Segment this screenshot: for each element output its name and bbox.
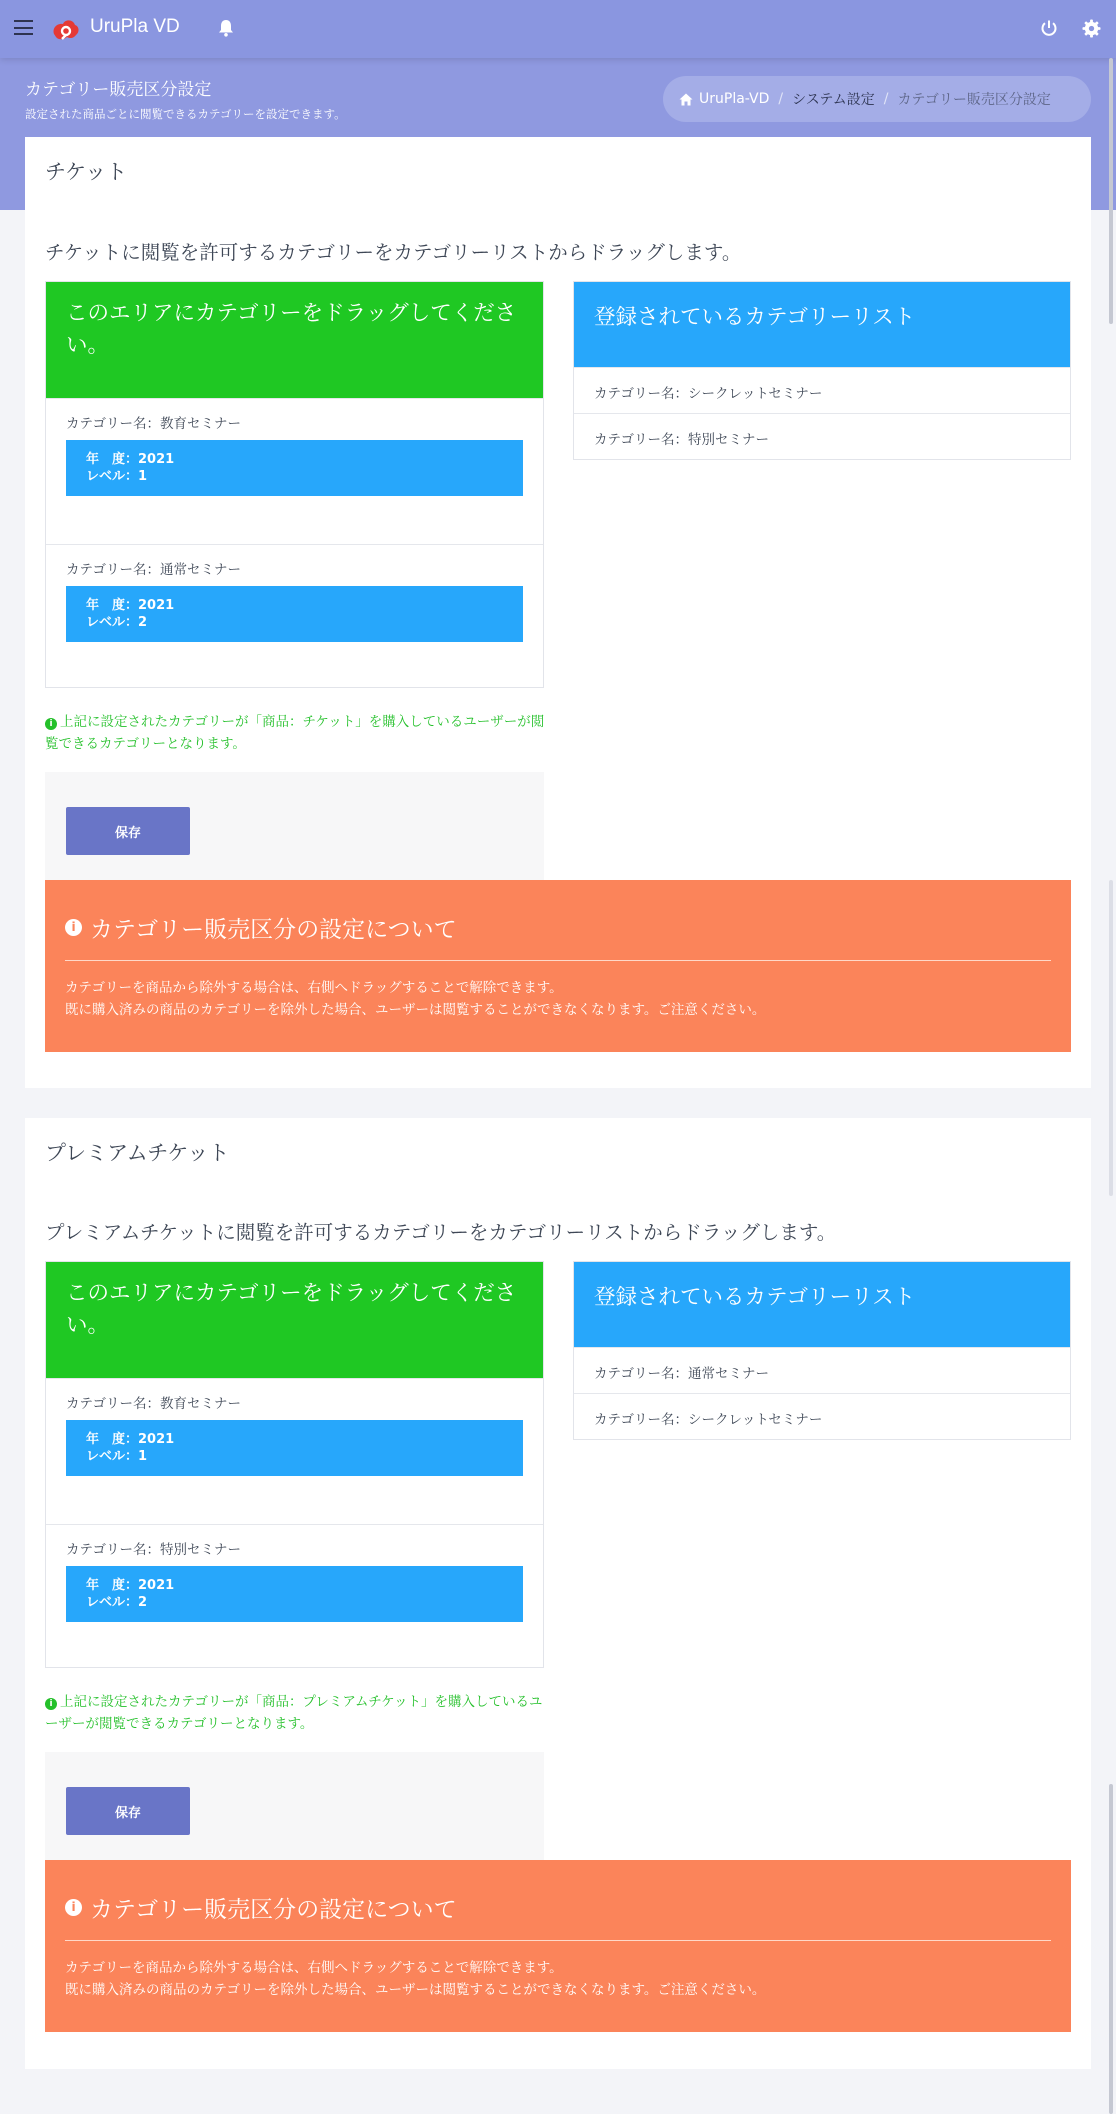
category-list-header: 登録されているカテゴリーリスト: [574, 1262, 1070, 1347]
info-circle-icon: i: [65, 1899, 82, 1916]
page-subtitle: 設定された商品ごとに閲覧できるカテゴリーを設定できます。: [25, 107, 346, 121]
category-year: 年 度：2021: [86, 452, 175, 467]
info-note-text: 上記に設定されたカテゴリーが「商品：プレミアムチケット」を購入しているユーザーが閲覧できるカテゴリーとなります。: [45, 1694, 543, 1732]
category-name: カテゴリー名：通常セミナー: [66, 562, 241, 578]
info-box-line: 既に購入済みの商品のカテゴリーを除外した場合、ユーザーは閲覧することができなくなります。ご注意ください。: [65, 1002, 766, 1018]
info-box-title-text: カテゴリー販売区分の設定について: [90, 917, 457, 943]
page-title: カテゴリー販売区分設定: [25, 80, 212, 100]
hamburger-menu-icon[interactable]: [14, 20, 33, 35]
save-button[interactable]: 保存: [66, 807, 190, 855]
urupla-logo[interactable]: [50, 17, 80, 41]
breadcrumb-separator: /: [778, 91, 784, 107]
category-dropzone[interactable]: [45, 281, 544, 688]
breadcrumb: [663, 76, 1091, 122]
registered-category-list[interactable]: [573, 281, 1071, 460]
assigned-category-item[interactable]: [46, 1378, 543, 1524]
info-box-line: カテゴリーを商品から除外する場合は、右側へドラッグすることで解除できます。: [65, 980, 563, 996]
section-title: チケット: [45, 160, 128, 184]
dropzone-header: このエリアにカテゴリーをドラッグしてください。: [46, 282, 543, 398]
section-description: チケットに閲覧を許可するカテゴリーをカテゴリーリストからドラッグします。: [45, 241, 742, 264]
breadcrumb-current: カテゴリー販売区分設定: [897, 92, 1051, 108]
section-title: プレミアムチケット: [45, 1141, 230, 1165]
category-name: カテゴリー名：教育セミナー: [66, 1396, 241, 1412]
info-box-text: [65, 1957, 765, 2001]
settings-info-box: [45, 1860, 1071, 2032]
category-list-header: 登録されているカテゴリーリスト: [574, 282, 1070, 367]
info-box-title: [65, 1891, 457, 1924]
dropzone-header: このエリアにカテゴリーをドラッグしてください。: [46, 1262, 543, 1378]
category-list-item[interactable]: カテゴリー名：シークレットセミナー: [574, 1393, 1070, 1439]
scrollbar-thumb[interactable]: [1109, 880, 1113, 1196]
assigned-category-item[interactable]: [46, 398, 543, 544]
assigned-category-item[interactable]: [46, 544, 543, 690]
scrollbar-thumb[interactable]: [1109, 1784, 1113, 2114]
bell-icon[interactable]: [218, 19, 234, 37]
breadcrumb-home-label: UruPla-VD: [699, 91, 770, 107]
info-box-text: [65, 977, 765, 1021]
category-level: レベル：1: [86, 1449, 148, 1464]
scrollbar-thumb[interactable]: [1109, 58, 1113, 324]
brand-name[interactable]: UruPla VD: [90, 16, 180, 37]
breadcrumb-system-settings[interactable]: システム設定: [792, 92, 875, 108]
breadcrumb-home[interactable]: [679, 91, 769, 107]
info-box-title-text: カテゴリー販売区分の設定について: [90, 1897, 457, 1923]
category-dropzone[interactable]: [45, 1261, 544, 1668]
assigned-category-item[interactable]: [46, 1524, 543, 1670]
category-year: 年 度：2021: [86, 598, 175, 613]
info-box-line: 既に購入済みの商品のカテゴリーを除外した場合、ユーザーは閲覧することができなくなります。ご注意ください。: [65, 1982, 766, 1998]
save-area: [45, 772, 544, 880]
category-level: レベル：1: [86, 469, 148, 484]
category-name: カテゴリー名：教育セミナー: [66, 416, 241, 432]
breadcrumb-separator: /: [883, 91, 889, 107]
info-box-divider: [65, 1940, 1051, 1941]
category-details: [66, 440, 523, 496]
category-list-item[interactable]: カテゴリー名：シークレットセミナー: [574, 367, 1070, 413]
top-navbar: [0, 0, 1116, 58]
settings-info-box: [45, 880, 1071, 1052]
category-year: 年 度：2021: [86, 1432, 175, 1447]
info-circle-icon: i: [45, 1698, 57, 1710]
save-area: [45, 1752, 544, 1860]
category-year: 年 度：2021: [86, 1578, 175, 1593]
category-list-item[interactable]: カテゴリー名：通常セミナー: [574, 1347, 1070, 1393]
category-level: レベル：2: [86, 1595, 148, 1610]
category-list-item[interactable]: カテゴリー名：特別セミナー: [574, 413, 1070, 459]
category-level: レベル：2: [86, 615, 148, 630]
category-details: [66, 1566, 523, 1622]
section-card-premium-ticket: [25, 1118, 1091, 2069]
category-name: カテゴリー名：特別セミナー: [66, 1542, 241, 1558]
gear-icon[interactable]: [1082, 19, 1101, 38]
registered-category-list[interactable]: [573, 1261, 1071, 1440]
category-details: [66, 1420, 523, 1476]
info-note-text: 上記に設定されたカテゴリーが「商品：チケット」を購入しているユーザーが閲覧できるカテゴリーとなります。: [45, 714, 545, 752]
category-details: [66, 586, 523, 642]
save-button[interactable]: 保存: [66, 1787, 190, 1835]
section-description: プレミアムチケットに閲覧を許可するカテゴリーをカテゴリーリストからドラッグします。: [45, 1221, 837, 1244]
info-circle-icon: i: [65, 919, 82, 936]
power-icon[interactable]: [1040, 19, 1058, 37]
info-circle-icon: i: [45, 718, 57, 730]
info-box-title: [65, 911, 457, 944]
info-box-line: カテゴリーを商品から除外する場合は、右側へドラッグすることで解除できます。: [65, 1960, 563, 1976]
info-note: [45, 711, 545, 755]
info-box-divider: [65, 960, 1051, 961]
home-icon: [679, 93, 693, 106]
section-card-ticket: [25, 137, 1091, 1088]
info-note: [45, 1691, 545, 1735]
